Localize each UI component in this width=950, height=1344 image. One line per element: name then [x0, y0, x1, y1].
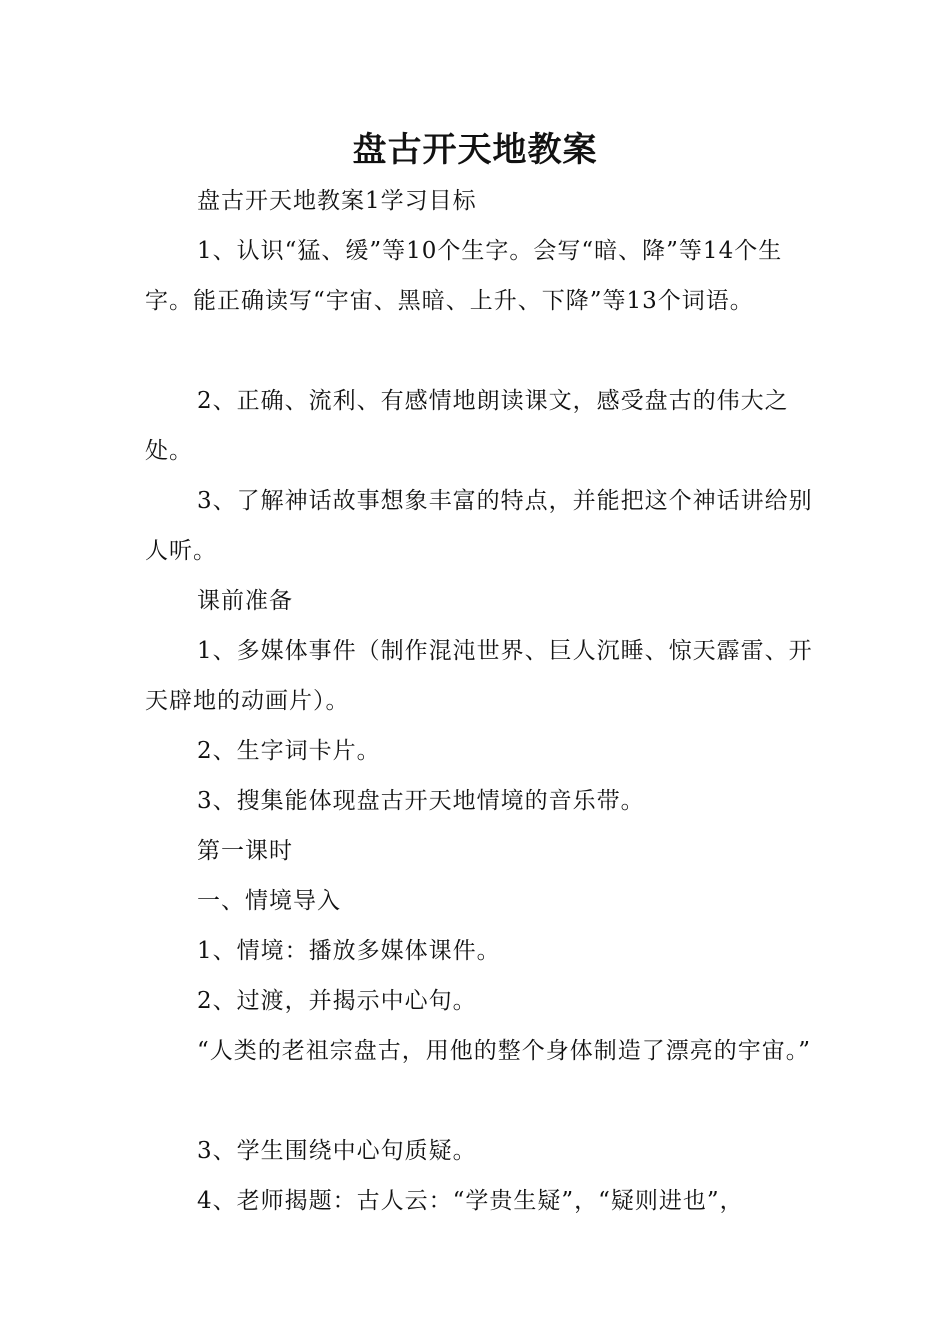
paragraph-goal-2: 2、正确、流利、有感情地朗读课文，感受盘古的伟大之处。	[145, 388, 789, 464]
paragraph-step-3: 3、学生围绕中心句质疑。	[197, 1138, 477, 1164]
paragraph-goal-3: 3、了解神话故事想象丰富的特点，并能把这个神话讲给别人听。	[145, 488, 813, 564]
paragraph-preparation-1: 1、多媒体事件（制作混沌世界、巨人沉睡、惊天霹雷、开天辟地的动画片）。	[145, 638, 813, 714]
paragraph-goal-1: 1、认识“猛、缓”等10个生字。会写“暗、降”等14个生字。能正确读写“宇宙、黑暗、上升、下降”等13个词语。	[145, 238, 783, 314]
paragraph-step-4: 4、老师揭题：古人云：“学贵生疑”，“疑则进也”，	[197, 1188, 744, 1214]
paragraph-step-1: 1、情境：播放多媒体课件。	[197, 938, 501, 964]
paragraph-quote: “人类的老祖宗盘古，用他的整个身体制造了漂亮的宇宙。”	[197, 1038, 812, 1064]
paragraph-section-1-heading: 一、情境导入	[197, 888, 341, 914]
paragraph-first-lesson-heading: 第一课时	[197, 838, 293, 864]
paragraph-preparation-2: 2、生字词卡片。	[197, 738, 381, 764]
document-title: 盘古开天地教案	[352, 130, 598, 170]
paragraph-step-2: 2、过渡，并揭示中心句。	[197, 988, 477, 1014]
paragraph-lesson-goals-heading: 盘古开天地教案1学习目标	[197, 188, 477, 214]
paragraph-preparation-heading: 课前准备	[197, 588, 293, 614]
paragraph-preparation-3: 3、搜集能体现盘古开天地情境的音乐带。	[197, 788, 645, 814]
